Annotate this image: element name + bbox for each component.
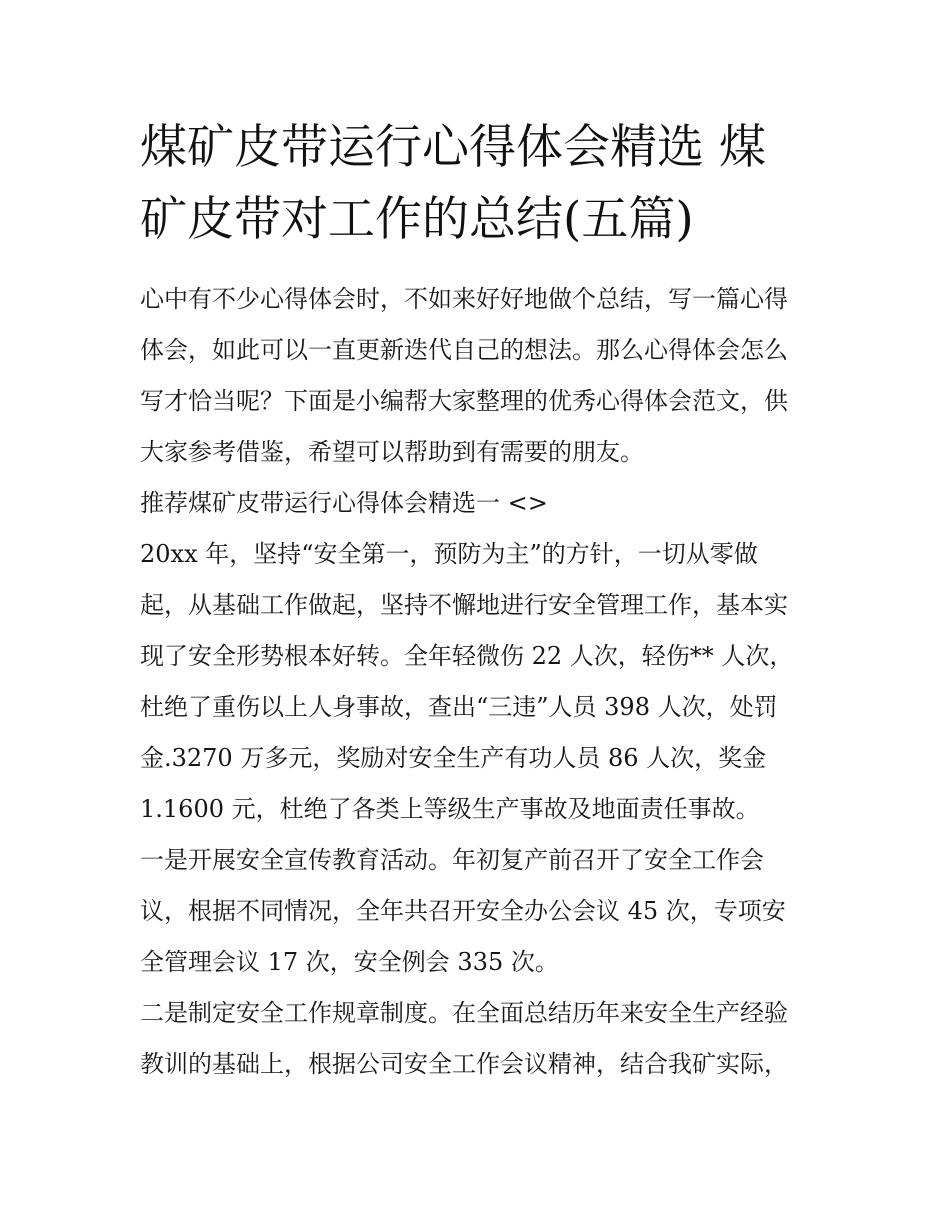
text-line: 现了安全形势根本好转。全年轻微伤 22 人次，轻伤** 人次， bbox=[140, 642, 794, 670]
text-line: 二是制定安全工作规章制度。在全面总结历年来安全生产经验 bbox=[140, 999, 788, 1027]
document-page bbox=[140, 112, 820, 1090]
point-one-paragraph bbox=[140, 835, 820, 988]
intro-paragraph bbox=[140, 274, 820, 478]
document-body bbox=[140, 274, 820, 1090]
text-line: 起，从基础工作做起，坚持不懈地进行安全管理工作，基本实 bbox=[140, 591, 788, 619]
text-line: 全管理会议 17 次，安全例会 335 次。 bbox=[140, 948, 559, 976]
document-title bbox=[140, 112, 820, 256]
text-line: 写才恰当呢？下面是小编帮大家整理的优秀心得体会范文，供 bbox=[140, 387, 788, 415]
text-line: 杜绝了重伤以上人身事故，查出“三违”人员 398 人次，处罚 bbox=[140, 693, 778, 721]
text-line: 1.1600 元，杜绝了各类上等级生产事故及地面责任事故。 bbox=[140, 795, 760, 823]
text-line: 体会，如此可以一直更新迭代自己的想法。那么心得体会怎么 bbox=[140, 336, 788, 364]
text-line: 大家参考借鉴，希望可以帮助到有需要的朋友。 bbox=[140, 438, 644, 466]
text-line: 一是开展安全宣传教育活动。年初复产前召开了安全工作会 bbox=[140, 846, 764, 874]
title-line-1: 煤矿皮带运行心得体会精选 煤 bbox=[140, 120, 766, 175]
title-line-2: 矿皮带对工作的总结(五篇) bbox=[140, 192, 694, 247]
text-line: 议，根据不同情况，全年共召开安全办公会议 45 次，专项安 bbox=[140, 897, 786, 925]
summary-paragraph bbox=[140, 529, 820, 835]
text-line: 金.3270 万多元，奖励对安全生产有功人员 86 人次，奖金 bbox=[140, 744, 767, 772]
text-line: 推荐煤矿皮带运行心得体会精选一 <> bbox=[140, 489, 548, 517]
text-line: 心中有不少心得体会时，不如来好好地做个总结，写一篇心得 bbox=[140, 285, 788, 313]
text-line: 教训的基础上，根据公司安全工作会议精神，结合我矿实际， bbox=[140, 1050, 788, 1078]
point-two-paragraph bbox=[140, 988, 820, 1090]
text-line: 20xx 年，坚持“安全第一，预防为主”的方针，一切从零做 bbox=[140, 540, 758, 568]
section-heading bbox=[140, 478, 820, 529]
